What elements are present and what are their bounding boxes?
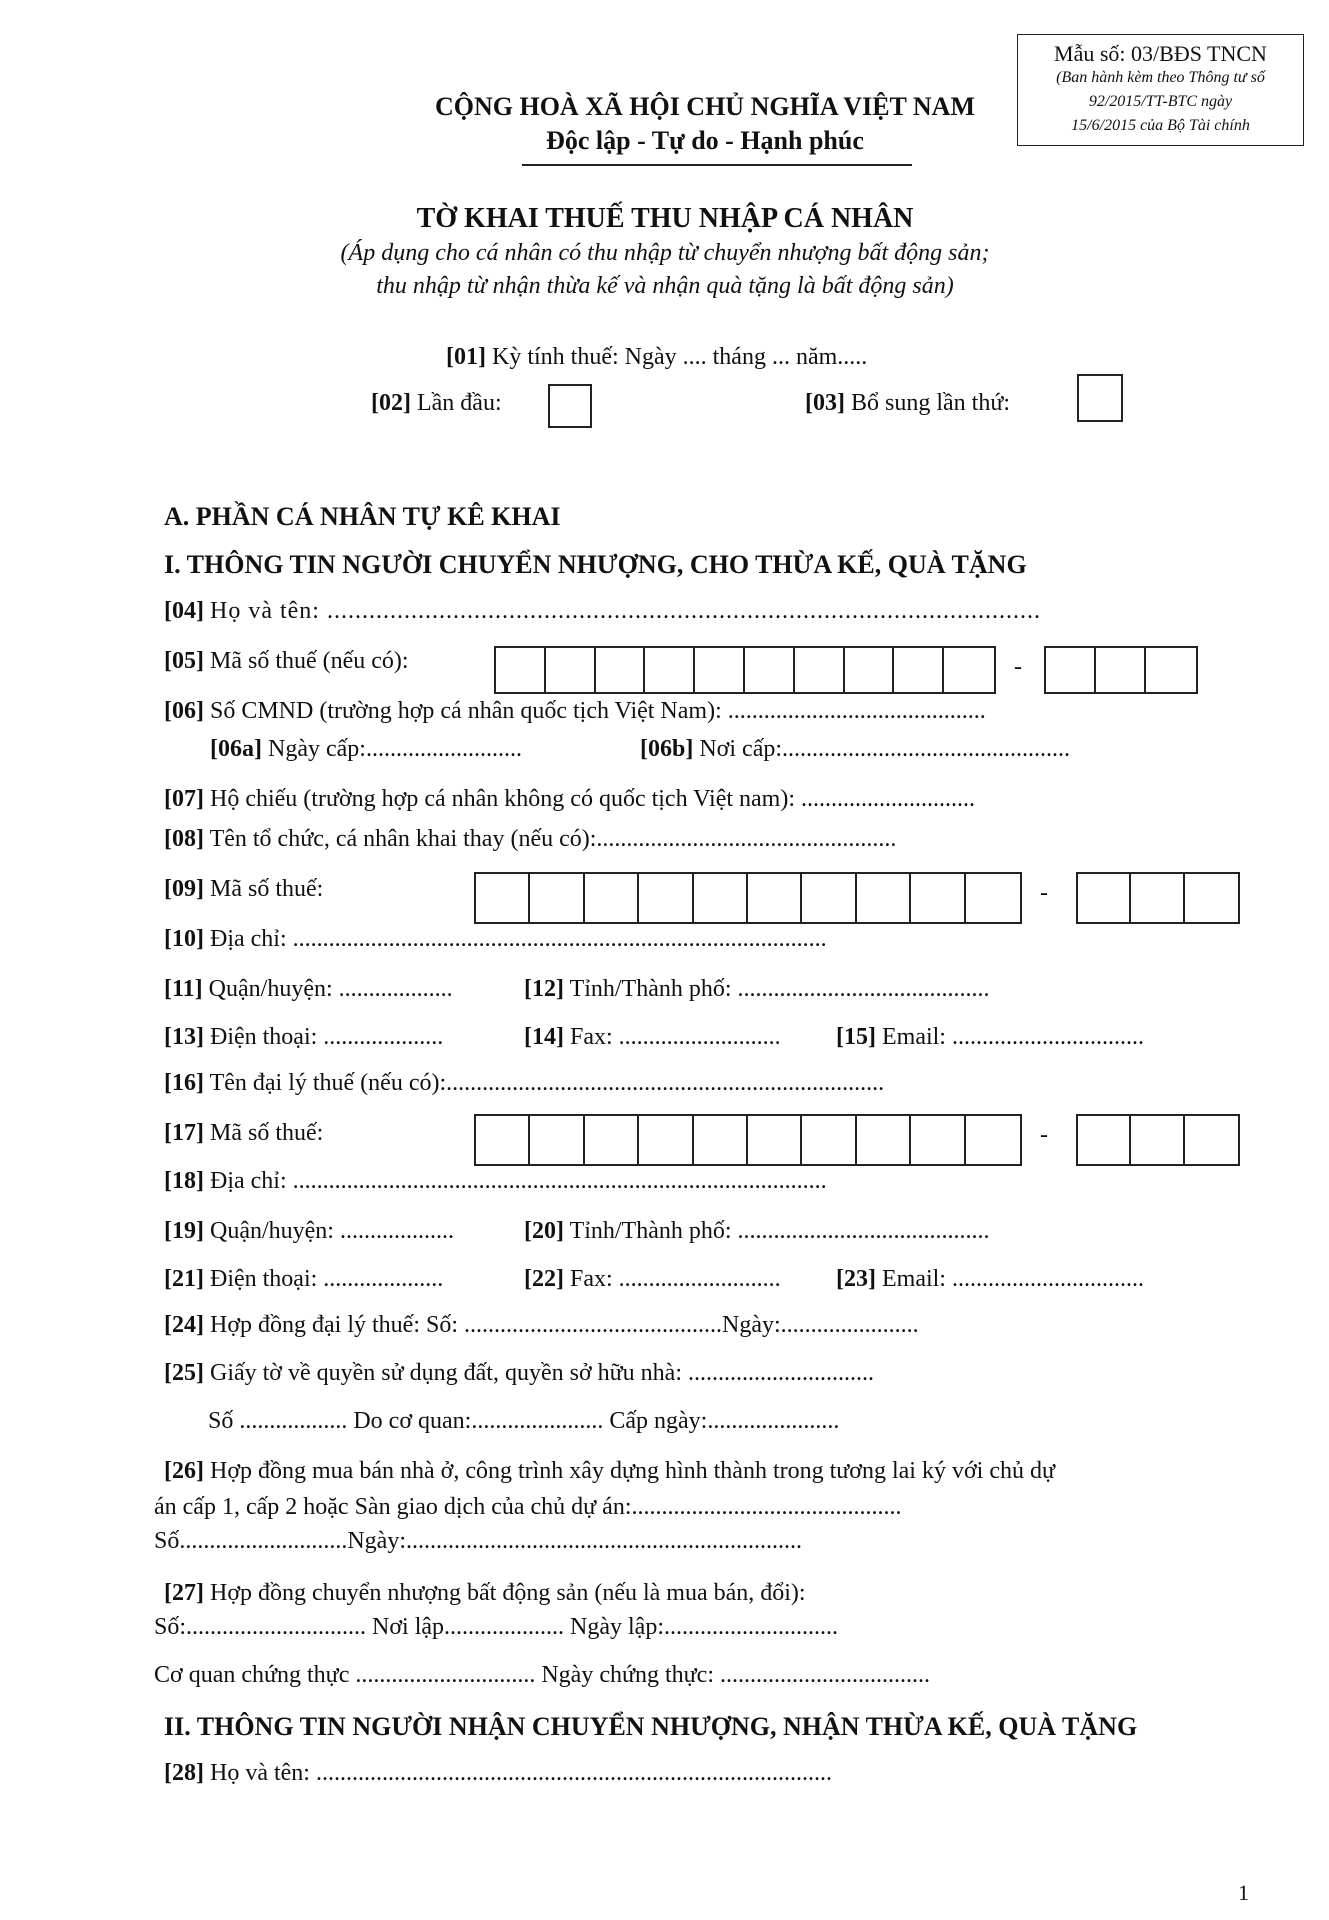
- field-11: [11] Quận/huyện: ...................: [164, 976, 453, 1002]
- part-2-heading: II. THÔNG TIN NGƯỜI NHẬN CHUYỂN NHƯỢNG, NHẬN THỪA KẾ, QUÀ TẶNG: [164, 1712, 1138, 1741]
- page-title: TỜ KHAI THUẾ THU NHẬP CÁ NHÂN: [416, 203, 914, 234]
- part-1-heading: I. THÔNG TIN NGƯỜI CHUYỂN NHƯỢNG, CHO THỪA KẾ, QUÀ TẶNG: [164, 550, 1027, 579]
- section-a-heading: A. PHẦN CÁ NHÂN TỰ KÊ KHAI: [164, 502, 561, 531]
- field-10: [10] Địa chỉ: .........................................................................................: [164, 926, 827, 952]
- title-subtitle: thu nhập từ nhận thừa kế và nhận quà tặng là bất động sản): [376, 273, 954, 299]
- tax-code-05-branch-boxes[interactable]: [1044, 646, 1198, 694]
- field-17-label: [17] Mã số thuế:: [164, 1120, 324, 1146]
- field-25: [25] Giấy tờ về quyền sử dụng đất, quyền sở hữu nhà: ...............................: [164, 1360, 874, 1386]
- field-25-details: Số .................. Do cơ quan:...................... Cấp ngày:......................: [208, 1408, 840, 1434]
- field-20: [20] Tỉnh/Thành phố: ..........................................: [524, 1218, 990, 1244]
- field-06b: [06b] Nơi cấp:................................................: [640, 736, 1071, 762]
- field-09-label: [09] Mã số thuế:: [164, 876, 324, 902]
- field-18: [18] Địa chỉ: .........................................................................................: [164, 1168, 827, 1194]
- field-12: [12] Tỉnh/Thành phố: ..........................................: [524, 976, 990, 1002]
- tax-code-09-branch-boxes[interactable]: [1076, 872, 1240, 924]
- field-14: [14] Fax: ...........................: [524, 1024, 781, 1050]
- nation-header: CỘNG HOÀ XÃ HỘI CHỦ NGHĨA VIỆT NAM: [434, 92, 976, 121]
- field-07: [07] Hộ chiếu (trường hợp cá nhân không có quốc tịch Việt nam): .............................: [164, 786, 976, 812]
- tax-code-05-main-boxes[interactable]: [494, 646, 996, 694]
- field-05-label: [05] Mã số thuế (nếu có):: [164, 648, 409, 674]
- field-27-line-2: Số:.............................. Nơi lập.................... Ngày lập:.............................: [154, 1614, 838, 1640]
- field-03-label: [03] Bổ sung lần thứ:: [805, 390, 1010, 416]
- field-27: [27] Hợp đồng chuyển nhượng bất động sản (nếu là mua bán, đổi):: [164, 1580, 806, 1606]
- field-26: [26] Hợp đồng mua bán nhà ở, công trình xây dựng hình thành trong tương lai ký với chủ dự: [164, 1458, 1055, 1484]
- form-code-note-line: 92/2015/TT-BTC ngày: [1088, 93, 1233, 110]
- form-code-note-line: 15/6/2015 của Bộ Tài chính: [1071, 117, 1250, 134]
- tax-code-17-branch-boxes[interactable]: [1076, 1114, 1240, 1166]
- field-16: [16] Tên đại lý thuế (nếu có):.........................................................................: [164, 1070, 885, 1096]
- form-code-title: Mẫu số: 03/BĐS TNCN: [1054, 41, 1267, 66]
- field-19: [19] Quận/huyện: ...................: [164, 1218, 454, 1244]
- field-13: [13] Điện thoại: ....................: [164, 1024, 444, 1050]
- field-06: [06] Số CMND (trường hợp cá nhân quốc tịch Việt Nam): ...........................................: [164, 698, 986, 724]
- field-06a: [06a] Ngày cấp:..........................: [210, 736, 522, 762]
- field-08: [08] Tên tổ chức, cá nhân khai thay (nếu có):..................................................: [164, 826, 897, 852]
- tax-code-09-main-boxes[interactable]: [474, 872, 1022, 924]
- field-22: [22] Fax: ...........................: [524, 1266, 781, 1292]
- field-01: [01] Kỳ tính thuế: Ngày .... tháng ... năm.....: [446, 344, 868, 370]
- field-15: [15] Email: ................................: [836, 1024, 1144, 1050]
- field-26-line-3: Số............................Ngày:..................................................................: [154, 1528, 802, 1554]
- field-24: [24] Hợp đồng đại lý thuế: Số: ...........................................Ngày:.......................: [164, 1312, 919, 1338]
- supplement-number-box[interactable]: [1077, 374, 1123, 422]
- motto-underline: [522, 164, 912, 166]
- form-code-box: [1017, 34, 1304, 146]
- form-code-note-line: (Ban hành kèm theo Thông tư số: [1056, 69, 1265, 86]
- field-21: [21] Điện thoại: ....................: [164, 1266, 444, 1292]
- field-04: [04] Họ và tên: ......................................................................................................: [164, 598, 1041, 624]
- title-subtitle: (Áp dụng cho cá nhân có thu nhập từ chuyển nhượng bất động sản;: [340, 240, 990, 266]
- page-number: 1: [1238, 1880, 1249, 1905]
- field-26-line-2: án cấp 1, cấp 2 hoặc Sàn giao dịch của chủ dự án:.............................................: [154, 1494, 902, 1520]
- tax-code-17-dash: -: [1040, 1122, 1048, 1148]
- tax-code-17-main-boxes[interactable]: [474, 1114, 1022, 1166]
- tax-code-09-dash: -: [1040, 880, 1048, 906]
- field-28: [28] Họ và tên: ......................................................................................: [164, 1760, 832, 1786]
- tax-code-05-dash: -: [1014, 654, 1022, 680]
- field-02-label: [02] Lần đầu:: [371, 390, 502, 416]
- motto: Độc lập - Tự do - Hạnh phúc: [546, 126, 864, 155]
- first-time-checkbox[interactable]: [548, 384, 592, 428]
- field-27-line-3: Cơ quan chứng thực .............................. Ngày chứng thực: ...................................: [154, 1662, 930, 1688]
- field-23: [23] Email: ................................: [836, 1266, 1144, 1292]
